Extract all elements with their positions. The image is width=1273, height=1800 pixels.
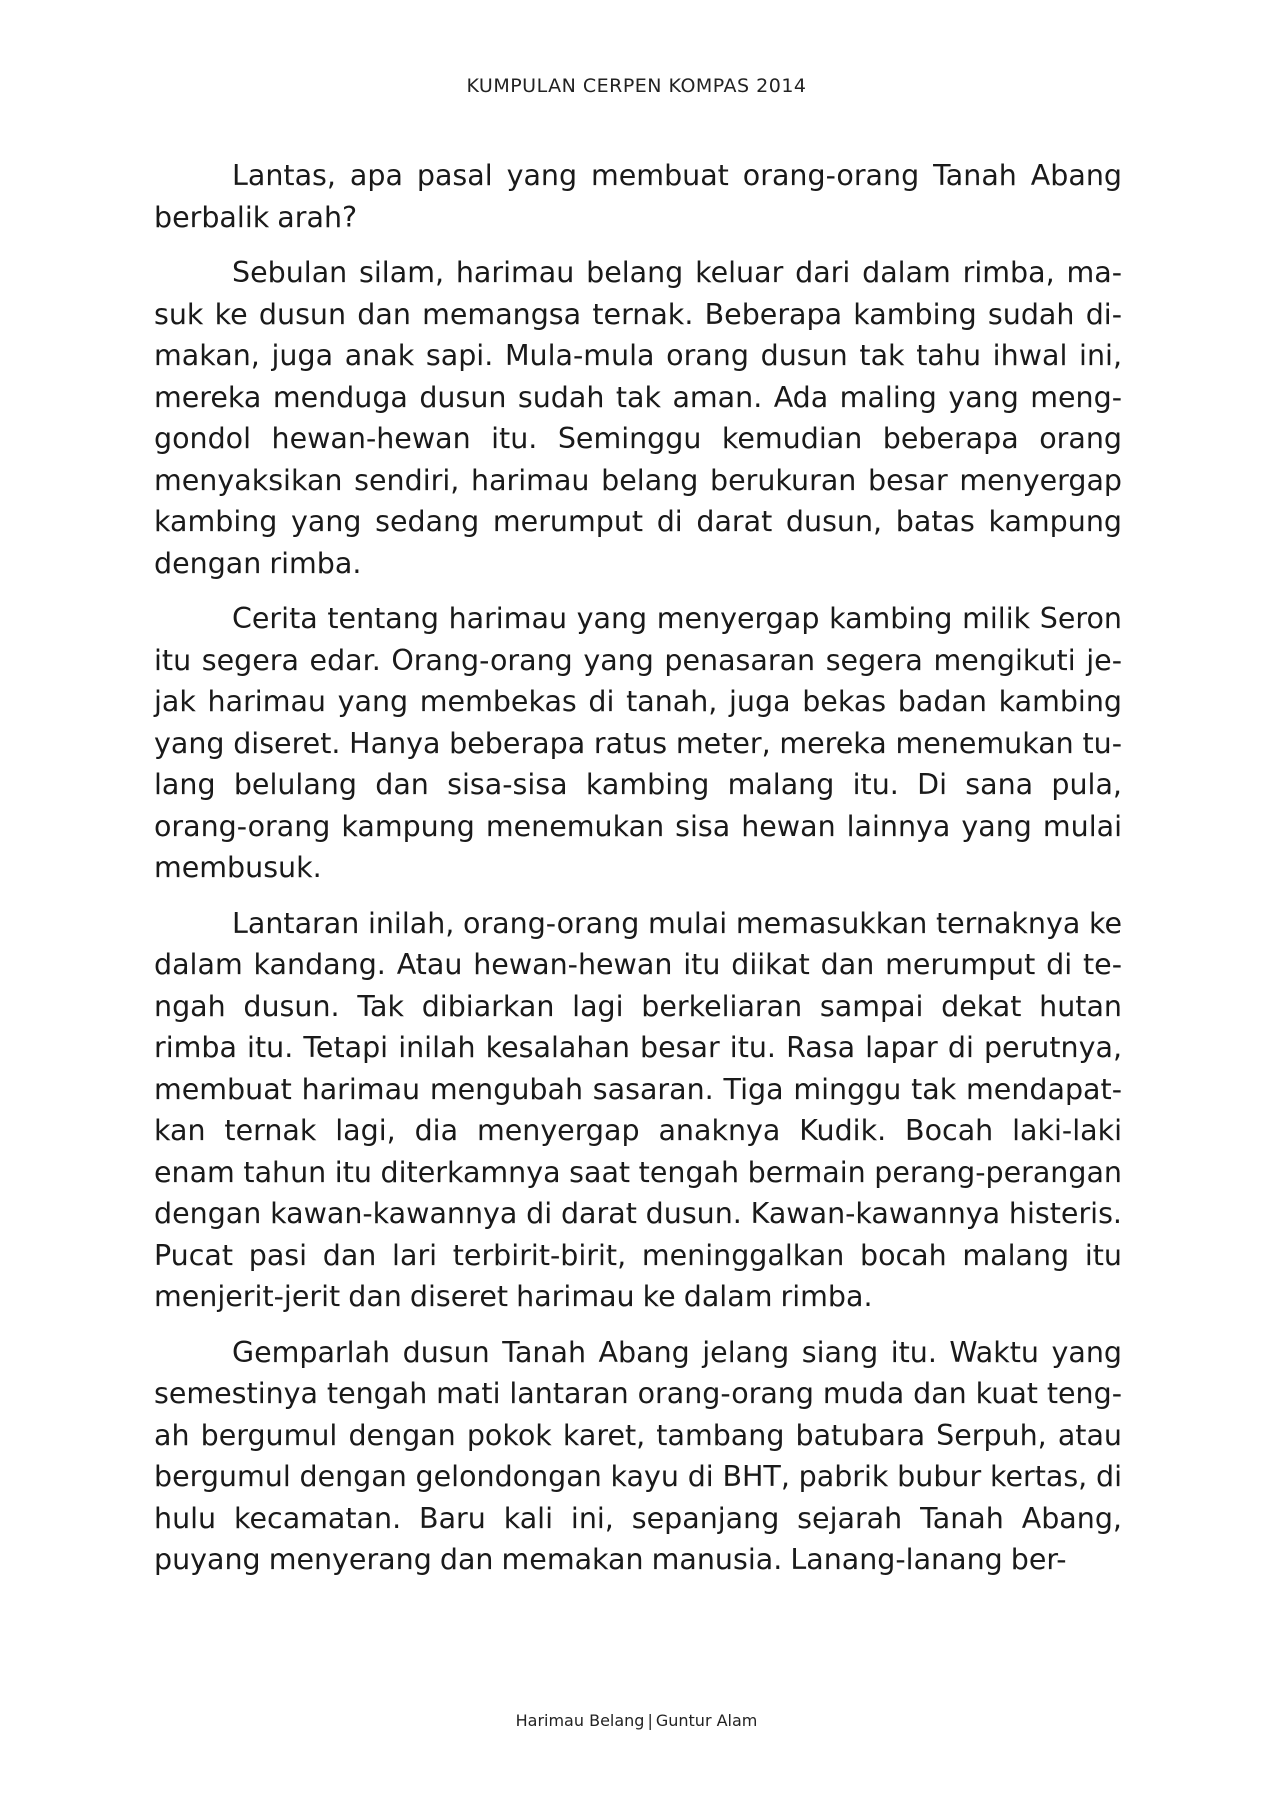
paragraph: Lantaran inilah, orang-orang mulai memasukkan ternaknya ke dalam kandang. Atau hewan-hewan itu diikat dan merumput di tengah dusun. Tak dibiarkan lagi berkeliaran sampai dekat hutan rimba itu. Tetapi inilah kesalahan besar itu. Rasa lapar di perutnya, membuat harimau mengubah sasaran. Tiga minggu tak mendapatkan ternak lagi, dia menyergap anaknya Kudik. Bocah laki-laki enam tahun itu diterkamnya saat tengah bermain perang-perangan dengan kawan-kawannya di darat dusun. Kawan-kawannya histeris. Pucat pasi dan lari terbirit-birit, meninggalkan bocah malang itu menjerit-jerit dan diseret harimau ke dalam rimba.: [154, 906, 1122, 1313]
footer-author: Guntur Alam: [655, 1711, 758, 1730]
footer-separator: |: [647, 1711, 653, 1730]
footer-story-title: Harimau Belang: [515, 1711, 645, 1730]
paragraph: Sebulan silam, harimau belang keluar dari dalam rimba, masuk ke dusun dan memangsa ternak. Beberapa kambing sudah dimakan, juga anak sapi. Mula-mula orang dusun tak tahu ihwal ini, mereka menduga dusun sudah tak aman. Ada maling yang menggondol hewan-hewan itu. Seminggu kemudian beberapa orang menyaksikan sendiri, harimau belang berukuran besar menyergap kambing yang sedang merumput di darat dusun, batas kampung dengan rimba.: [154, 256, 1122, 580]
paragraph: Cerita tentang harimau yang menyergap kambing milik Seron itu segera edar. Orang-orang yang penasaran segera mengikuti jejak harimau yang membekas di tanah, juga bekas badan kambing yang diseret. Hanya beberapa ratus meter, mereka menemukan tulang belulang dan sisa-sisa kambing malang itu. Di sana pula, orang-orang kampung menemukan sisa hewan lainnya yang mulai membusuk.: [154, 602, 1122, 884]
running-header: KUMPULAN CERPEN KOMPAS 2014: [466, 75, 807, 97]
paragraph: Gemparlah dusun Tanah Abang jelang siang itu. Waktu yang semestinya tengah mati lantaran orang-orang muda dan kuat tengah bergumul dengan pokok karet, tambang batubara Serpuh, atau bergumul dengan gelondongan kayu di BHT, pabrik bubur kertas, di hulu kecamatan. Baru kali ini, sepanjang sejarah Tanah Abang, puyang menyerang dan memakan manusia. Lanang-lanang ber-: [154, 1335, 1122, 1576]
story-body: [154, 155, 1122, 1581]
running-footer: [0, 1710, 1273, 1732]
paragraph: Lantas, apa pasal yang membuat orang-orang Tanah Abang berbalik arah?: [154, 159, 1122, 234]
